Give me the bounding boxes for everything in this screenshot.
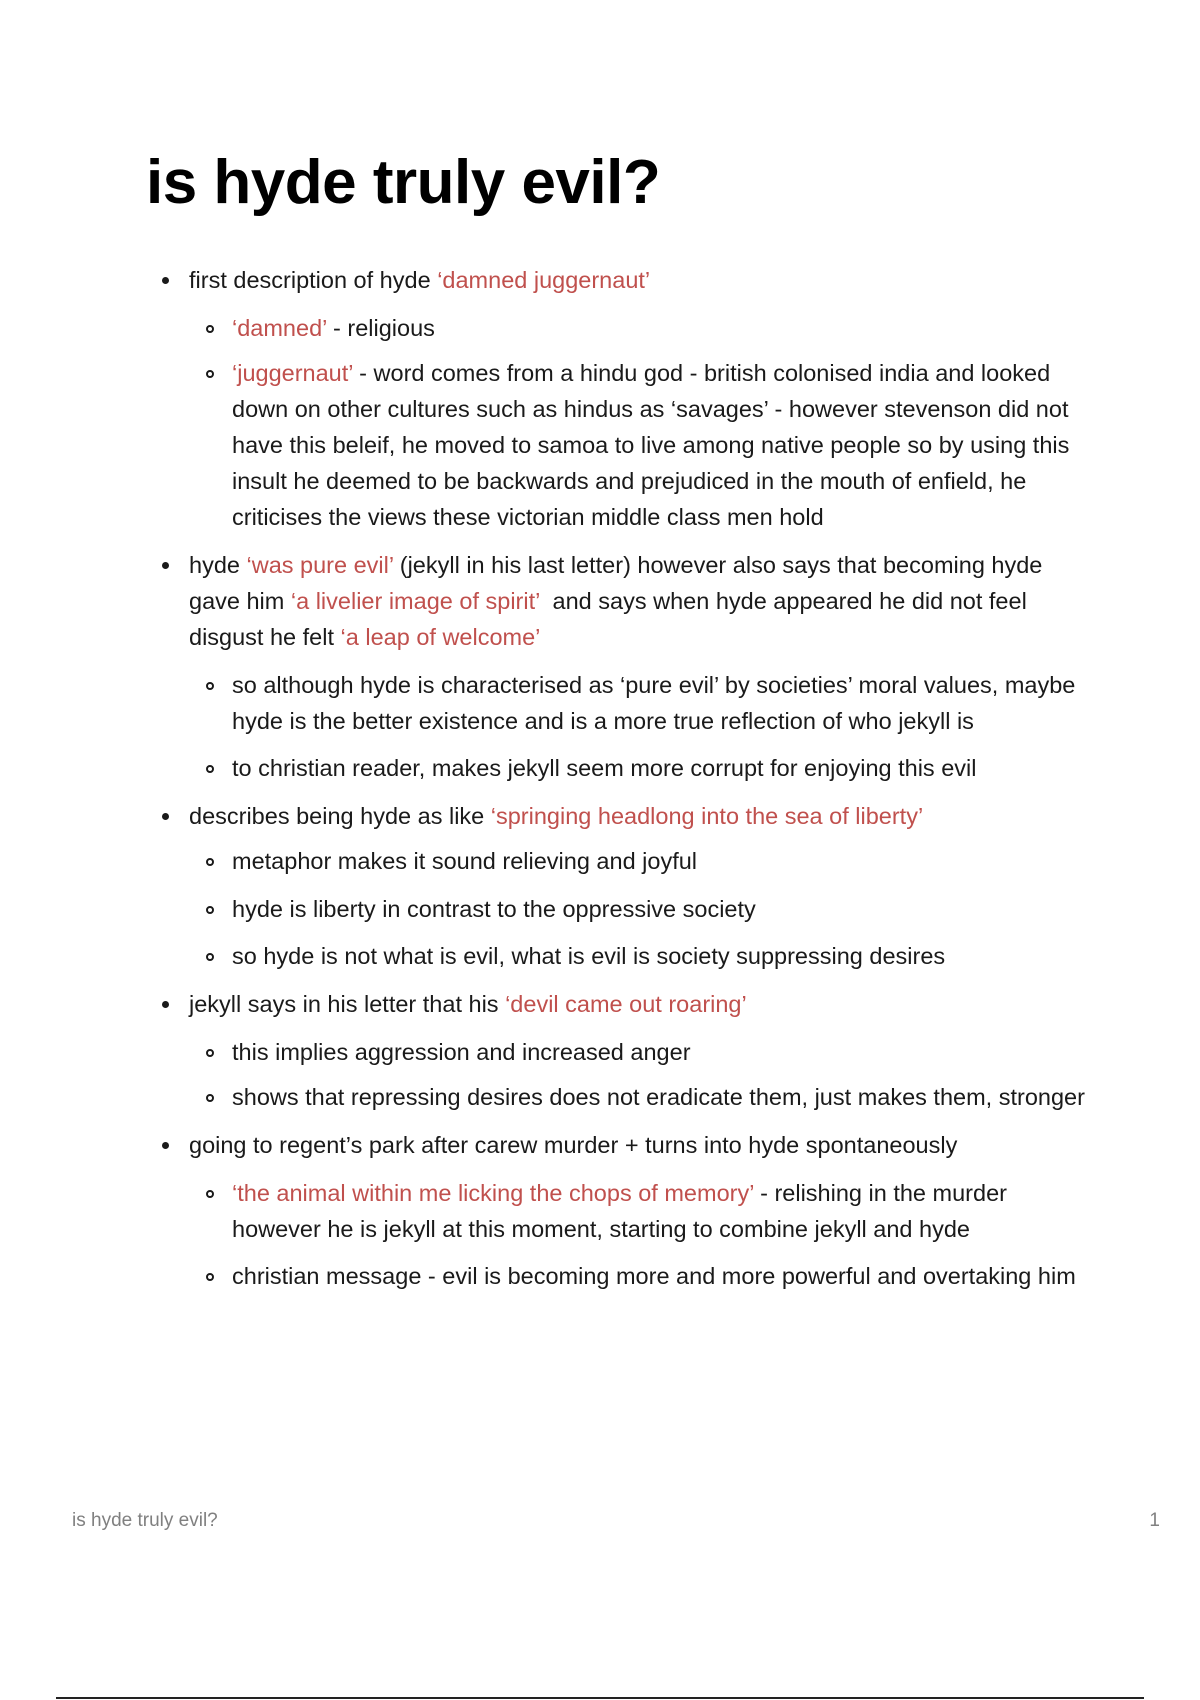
sub-bullet: metaphor makes it sound relieving and joyful	[160, 843, 1090, 879]
page-title: is hyde truly evil?	[146, 148, 661, 217]
page-number: 1	[1149, 1510, 1160, 1531]
page-edge-divider	[56, 1697, 1144, 1699]
quote: ‘damned’	[232, 315, 327, 341]
sub-bullet: so although hyde is characterised as ‘pure evil’ by societies’ moral values, maybe hyde is the better existence and is a more true reflection of who jekyll is	[160, 667, 1090, 739]
quote: ‘devil came out roaring’	[505, 991, 747, 1017]
sub-bullet: ‘juggernaut’ - word comes from a hindu god - british colonised india and looked down on other cultures such as hindus as ‘savages’ - however stevenson did not have this beleif, he moved to samoa to live among native people so by using this insult he deemed to be backwards and prejudiced in the mouth of enfield, he criticises the views these victorian middle class men hold	[160, 355, 1090, 535]
bullet-first-description: first description of hyde ‘damned juggernaut’	[160, 262, 1090, 298]
sub-bullet: this implies aggression and increased anger	[160, 1034, 1090, 1070]
quote: ‘the animal within me licking the chops of memory’	[232, 1180, 754, 1206]
bullet-devil-roaring: jekyll says in his letter that his ‘devil came out roaring’	[160, 986, 1090, 1022]
sub-bullet: shows that repressing desires does not eradicate them, just makes them, stronger	[160, 1079, 1090, 1115]
quote: ‘a livelier image of spirit’	[290, 588, 540, 614]
quote: ‘was pure evil’	[246, 552, 394, 578]
quote: ‘juggernaut’	[232, 360, 353, 386]
bullet-regents-park: going to regent’s park after carew murder + turns into hyde spontaneously	[160, 1127, 1090, 1163]
sub-bullet: ‘the animal within me licking the chops of memory’ - relishing in the murder however he is jekyll at this moment, starting to combine jekyll and hyde	[160, 1175, 1090, 1247]
bullet-sea-of-liberty: describes being hyde as like ‘springing headlong into the sea of liberty’	[160, 798, 1090, 834]
footer-title: is hyde truly evil?	[72, 1510, 218, 1531]
sub-bullet: hyde is liberty in contrast to the oppressive society	[160, 891, 1090, 927]
bullet-pure-evil: hyde ‘was pure evil’ (jekyll in his last letter) however also says that becoming hyde gave him ‘a livelier image of spirit’ and says when hyde appeared he did not feel disgust he felt ‘a leap of welcome’	[160, 547, 1090, 655]
quote: ‘damned juggernaut’	[437, 267, 651, 293]
sub-bullet: so hyde is not what is evil, what is evil is society suppressing desires	[160, 938, 1090, 974]
sub-bullet: ‘damned’ - religious	[160, 310, 1090, 346]
notes-list	[160, 262, 1090, 1294]
quote: ‘a leap of welcome’	[340, 624, 541, 650]
quote: ‘springing headlong into the sea of liberty’	[490, 803, 924, 829]
sub-bullet: to christian reader, makes jekyll seem more corrupt for enjoying this evil	[160, 750, 1090, 786]
sub-bullet: christian message - evil is becoming more and more powerful and overtaking him	[160, 1258, 1090, 1294]
